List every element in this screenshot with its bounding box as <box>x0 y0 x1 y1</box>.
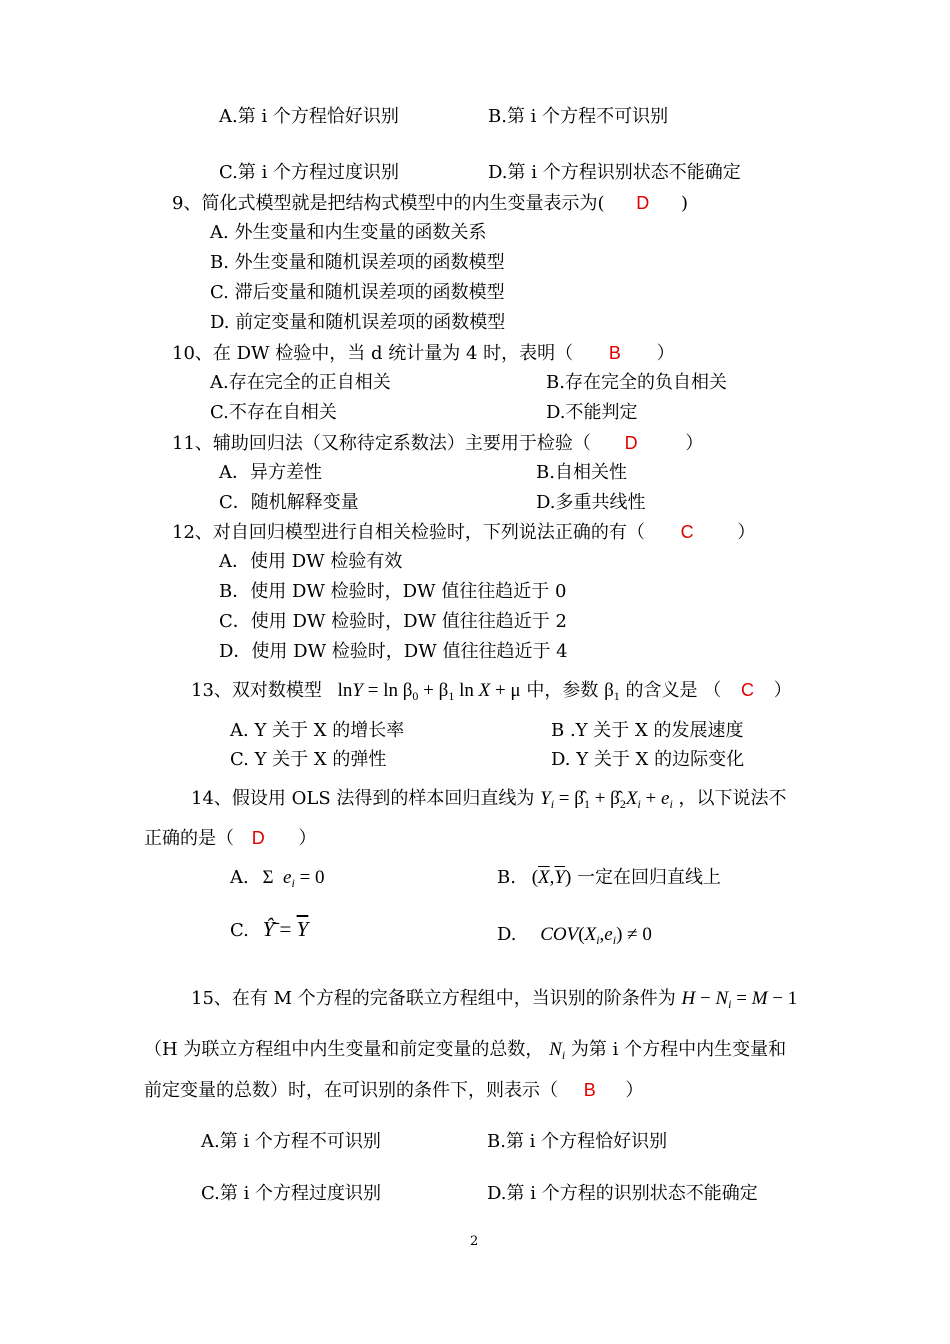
q10-option-d: D.不能判定 <box>546 402 638 423</box>
q15-stem-line2 <box>144 1039 786 1061</box>
q15-answer: B <box>583 1080 596 1100</box>
q9-stem-text: 9、简化式模型就是把结构式模型中的内生变量表示为( <box>172 193 605 214</box>
q12-option-d: D．使用 DW 检验时，DW 值往往趋近于 4 <box>219 641 568 662</box>
q15-order-condition: $H - N_i = M - 1$ <box>681 988 798 1011</box>
q15-option-b: B.第 i 个方程恰好识别 <box>487 1131 668 1152</box>
q11-option-a: A．异方差性 <box>219 462 322 483</box>
q14-option-d-label: D. <box>497 924 517 945</box>
q10-stem <box>172 342 675 365</box>
q12-option-b: B．使用 DW 检验时，DW 值往往趋近于 0 <box>219 581 567 602</box>
q13-option-c: C. Y 关于 X 的弹性 <box>230 749 387 770</box>
q13-stem-mid: 中，参数 <box>526 680 599 701</box>
q14-option-d <box>497 924 652 946</box>
q14-stem-line2 <box>144 827 316 850</box>
q12-stem <box>172 521 755 544</box>
q14-stem-post: ，以下说法不 <box>678 788 787 809</box>
q14-stem <box>191 788 787 810</box>
q13-option-b: B .Y 关于 X 的发展速度 <box>551 720 744 741</box>
q9-option-d: D. 前定变量和随机误差项的函数模型 <box>210 312 506 333</box>
q8-option-b: B.第 i 个方程不可识别 <box>488 106 669 127</box>
q15-stem-line3 <box>144 1079 643 1102</box>
q11-stem-close: ） <box>685 433 704 454</box>
q14-option-b-label: B. <box>497 867 516 888</box>
q15-option-d: D.第 i 个方程的识别状态不能确定 <box>487 1183 758 1204</box>
q9-stem <box>172 192 688 215</box>
q15-option-c: C.第 i 个方程过度识别 <box>201 1183 382 1204</box>
q13-stem-close: ） <box>773 680 792 701</box>
q14-option-a-formula: Σ $e_i = 0$ <box>262 867 325 890</box>
q11-option-b: B.自相关性 <box>536 462 627 483</box>
q15-line3-text: 前定变量的总数）时，在可识别的条件下，则表示（ <box>144 1080 558 1101</box>
q9-answer: D <box>636 193 650 213</box>
q14-option-a <box>230 867 325 889</box>
q14-option-b <box>497 867 721 889</box>
page-number: 2 <box>470 1234 479 1249</box>
q14-answer: D <box>251 828 265 848</box>
q10-stem-text: 10、在 DW 检验中，当 d 统计量为 4 时，表明（ <box>172 343 574 364</box>
q11-answer: D <box>624 433 638 453</box>
q10-stem-close: ） <box>656 343 675 364</box>
q12-answer: C <box>680 522 694 542</box>
q13-answer: C <box>740 680 754 700</box>
q14-option-c-formula: Ŷ̄ = $\overline{Y}$ <box>262 917 309 941</box>
q12-option-c: C．使用 DW 检验时，DW 值往往趋近于 2 <box>219 611 567 632</box>
q15-stem-text: 15、在有 M 个方程的完备联立方程组中，当识别的阶条件为 <box>191 988 676 1009</box>
q15-line2-text: （H 为联立方程组中内生变量和前定变量的总数， <box>144 1039 544 1060</box>
q8-option-a: A.第 i 个方程恰好识别 <box>219 106 399 127</box>
q14-stem-close: ） <box>298 828 317 849</box>
q8-option-c: C.第 i 个方程过度识别 <box>219 162 400 183</box>
q14-stem-line2-text: 正确的是（ <box>144 828 234 849</box>
q14-stem-text: 14、假设用 OLS 法得到的样本回归直线为 <box>191 788 535 809</box>
q12-stem-text: 12、对自回归模型进行自相关检验时，下列说法正确的有（ <box>172 522 645 543</box>
q14-option-b-formula: $(\overline{X},\overline{Y})$ <box>531 867 572 888</box>
q10-answer: B <box>608 343 621 363</box>
q13-formula: $\ln Y = \ln \beta_0 + \beta_1$ ln X + μ <box>337 680 521 703</box>
q10-option-c: C.不存在自相关 <box>210 402 337 423</box>
q13-stem-post: 的含义是 （ <box>625 680 722 701</box>
q13-param-beta1: $\beta_1$ <box>604 680 620 703</box>
q9-option-b: B. 外生变量和随机误差项的函数模型 <box>210 252 505 273</box>
q14-option-c <box>230 918 308 942</box>
q11-option-d: D.多重共线性 <box>536 492 646 513</box>
q13-option-a: A. Y 关于 X 的增长率 <box>230 720 405 741</box>
q11-stem-text: 11、辅助回归法（又称待定系数法）主要用于检验（ <box>172 433 591 454</box>
q9-stem-close: ) <box>680 193 688 214</box>
q15-stem <box>191 988 797 1010</box>
q15-option-a: A.第 i 个方程不可识别 <box>201 1131 381 1152</box>
q11-stem <box>172 432 703 455</box>
q9-option-c: C. 滞后变量和随机误差项的函数模型 <box>210 282 505 303</box>
q8-option-d: D.第 i 个方程识别状态不能确定 <box>488 162 741 183</box>
q11-option-c: C．随机解释变量 <box>219 492 359 513</box>
q12-stem-close: ） <box>737 522 756 543</box>
q13-option-d: D. Y 关于 X 的边际变化 <box>551 749 745 770</box>
q14-option-c-label: C. <box>230 920 249 941</box>
q13-stem <box>191 679 792 702</box>
q15-ni: $N_i$ <box>549 1039 566 1062</box>
q13-stem-text: 13、双对数模型 <box>191 680 322 701</box>
q15-line2-post: 为第 i 个方程中内生变量和 <box>570 1039 787 1060</box>
q14-formula: $Y_i$ = $\betâ_1$ + $\betâ_2X_i + e_i$ <box>540 788 673 811</box>
q14-option-d-formula: $COV(X_i,e_i) \ne 0$ <box>540 924 652 947</box>
q10-option-a: A.存在完全的正自相关 <box>210 372 391 393</box>
q9-option-a: A. 外生变量和内生变量的函数关系 <box>210 222 487 243</box>
q14-option-b-text: 一定在回归直线上 <box>577 867 722 888</box>
q15-stem-close: ） <box>625 1080 644 1101</box>
q10-option-b: B.存在完全的负自相关 <box>546 372 727 393</box>
q12-option-a: A．使用 DW 检验有效 <box>219 551 403 572</box>
q14-option-a-label: A. <box>230 867 249 888</box>
